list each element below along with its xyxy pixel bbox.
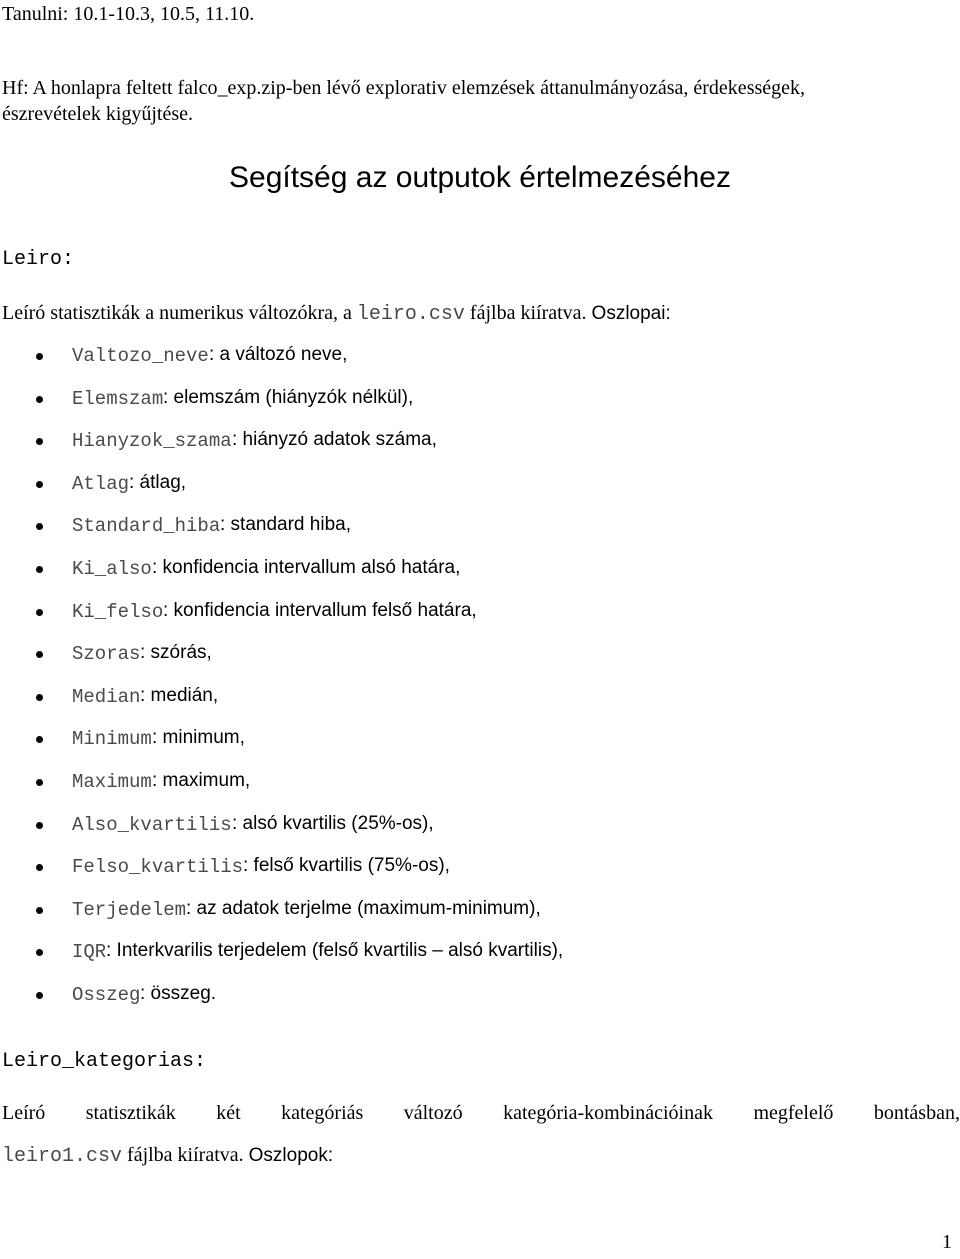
bullet-icon — [36, 396, 43, 403]
paragraph-word: statisztikák — [85, 1102, 176, 1124]
column-name: Ki_felso — [72, 600, 164, 623]
column-name: Hianyzok_szama — [72, 430, 232, 453]
column-description: : felső kvartilis (75%-os), — [243, 855, 450, 877]
column-name: Atlag — [72, 472, 130, 495]
section2-paragraph — [2, 1101, 960, 1125]
bullet-icon — [36, 523, 43, 530]
bullet-icon — [36, 353, 43, 360]
intro-columns-label: Oszlopai: — [591, 303, 671, 324]
paragraph-word: változó — [403, 1102, 463, 1124]
section-heading-leiro: Leiro: — [2, 248, 75, 271]
paragraph-word: bontásban, — [873, 1102, 960, 1124]
bullet-icon — [36, 566, 43, 573]
paragraph-word: kategória-kombinációinak — [503, 1102, 713, 1124]
column-description: : a változó neve, — [209, 344, 348, 365]
column-name: Median — [72, 685, 141, 708]
column-name: Minimum — [72, 728, 152, 751]
bullet-icon — [36, 736, 43, 743]
section2-columns-label: Oszlopok: — [248, 1145, 334, 1166]
section2-paragraph-line2 — [2, 1143, 333, 1169]
bullet-icon — [36, 907, 43, 914]
column-description: : elemszám (hiányzók nélkül), — [163, 386, 414, 408]
bullet-icon — [36, 481, 43, 488]
column-description: : összeg. — [140, 983, 217, 1004]
section-heading-leiro-kategorias: Leiro_kategorias: — [2, 1050, 207, 1073]
section-intro — [2, 301, 671, 327]
homework-line-1: Hf: A honlapra feltett falco_exp.zip-ben lévő explorativ elemzések áttanulmányozása, érdekességek, — [2, 77, 806, 99]
column-description: : hiányzó adatok száma, — [232, 429, 437, 451]
paragraph-word: két — [216, 1102, 241, 1124]
page-title: Segítség az outputok értelmezéséhez — [229, 161, 731, 194]
study-note: Tanulni: 10.1-10.3, 10.5, 11.10. — [2, 3, 255, 25]
intro-text-after: fájlba kiíratva. — [469, 302, 587, 324]
column-description: : szórás, — [140, 642, 212, 664]
column-name: Szoras — [72, 643, 141, 666]
column-name: Ki_also — [72, 558, 152, 580]
column-description: : konfidencia intervallum alsó határa, — [152, 557, 461, 578]
column-name: IQR — [72, 941, 107, 964]
column-description: : konfidencia intervallum felső határa, — [163, 599, 477, 621]
column-description: : átlag, — [129, 471, 187, 493]
paragraph-word: kategóriás — [281, 1102, 364, 1124]
column-description: : minimum, — [152, 727, 245, 749]
bullet-icon — [36, 779, 43, 786]
page-number: 1 — [942, 1231, 952, 1253]
column-name: Terjedelem — [72, 898, 187, 921]
column-name: Felso_kvartilis — [72, 856, 244, 879]
column-name: Also_kvartilis — [72, 813, 232, 836]
bullet-icon — [36, 651, 43, 658]
bullet-icon — [36, 992, 43, 999]
bullet-icon — [36, 949, 43, 956]
intro-text: Leíró statisztikák a numerikus változókra, a — [2, 302, 352, 324]
paragraph-word: megfelelő — [753, 1102, 834, 1124]
bullet-icon — [36, 864, 43, 871]
column-name: Osszeg — [72, 984, 141, 1006]
section2-filename: leiro1.csv — [2, 1145, 123, 1168]
column-description: : az adatok terjelme (maximum-minimum), — [186, 897, 541, 919]
column-name: Maximum — [72, 771, 152, 793]
column-description: : alsó kvartilis (25%-os), — [232, 812, 434, 834]
bullet-icon — [36, 822, 43, 829]
bullet-icon — [36, 609, 43, 616]
column-description: : standard hiba, — [220, 514, 351, 536]
column-description: : maximum, — [152, 770, 251, 791]
column-name: Elemszam — [72, 387, 164, 410]
column-description: : Interkvarilis terjedelem (felső kvartilis – alsó kvartilis), — [106, 940, 564, 962]
section2-text-after: fájlba kiíratva. — [127, 1144, 244, 1166]
column-name: Valtozo_neve — [72, 345, 209, 367]
bullet-icon — [36, 694, 43, 701]
bullet-icon — [36, 438, 43, 445]
homework-line-2: észrevételek kigyűjtése. — [2, 103, 194, 125]
paragraph-word: Leíró — [2, 1102, 46, 1124]
column-name: Standard_hiba — [72, 515, 221, 538]
column-description: : medián, — [140, 684, 219, 706]
intro-filename: leiro.csv — [356, 303, 465, 326]
